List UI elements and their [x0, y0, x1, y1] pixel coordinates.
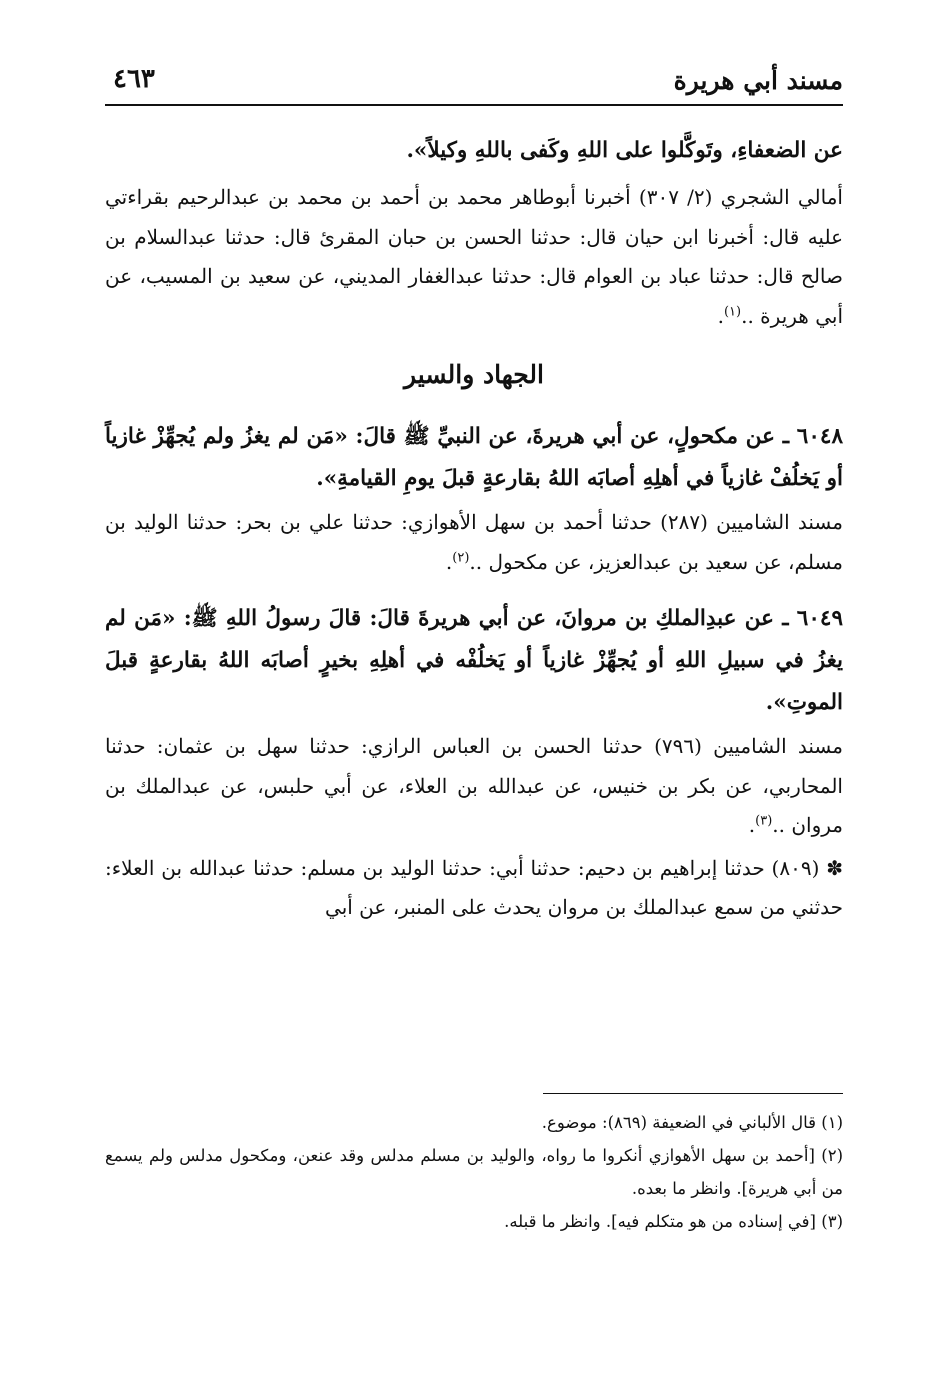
footnote-1: (١) قال الألباني في الضعيفة (٨٦٩): موضوع.	[541, 1113, 843, 1132]
main-text	[105, 130, 843, 928]
header-rule	[105, 104, 843, 106]
hadith-6049: ٦٠٤٩ ـ عن عبدِالملكِ بن مروانَ، عن أبي هريرةَ قالَ: قالَ رسولُ اللهِ ﷺ: «مَن لم يغزُ في سبيلِ اللهِ أو يُجهِّزْ غازياً أو يَخلُفْه في أهلِهِ بخيرٍ أصابَه اللهُ بقارعةٍ قبلَ الموتِ».	[105, 606, 843, 715]
hadith-continuation: عن الضعفاءِ، وتَوكَّلوا على اللهِ وكَفى باللهِ وكيلاً».	[406, 138, 843, 163]
source-citation-2-text: مسند الشامیین (٢٨٧) حدثنا أحمد بن سهل الأهوازي: حدثنا علي بن بحر: حدثنا الوليد بن مسلم، عن سعيد بن عبدالعزيز، عن مكحول ..	[105, 510, 843, 574]
footnote-ref-3: (٣)	[755, 813, 773, 829]
source-citation-3-text: مسند الشامیین (٧٩٦) حدثنا الحسن بن العباس الرازي: حدثنا سهل بن عثمان: حدثنا المحاربي، عن بكر بن خنيس، عن عبدالله بن العلاء، عن أبي حلبس، عن عبدالملك بن مروان ..	[105, 734, 843, 837]
footnote-2: (٢) [أحمد بن سهل الأهوازي أنكروا ما رواه، والوليد بن مسلم مدلس وقد عنعن، ومكحول مدلس ولم يسمع من أبي هريرة]. وانظر ما بعده.	[105, 1146, 843, 1198]
footnote-ref-1: (١)	[723, 303, 742, 319]
source-citation-1: أمالي الشجري (٢/ ٣٠٧) أخبرنا أبوطاهر محمد بن أحمد بن محمد بن عبدالرحيم بقراءتي عليه قال: أخبرنا ابن حيان قال: حدثنا الحسن بن حبان المقرئ قال: حدثنا عبدالسلام بن صالح قال: حدثنا عباد بن العوام قال: حدثنا عبدالغفار المديني، عن سعيد بن المسيب، عن أبي هريرة ..$^{(١)}$.	[105, 185, 843, 328]
footnote-separator	[543, 1093, 843, 1094]
footnotes	[105, 1106, 843, 1238]
starred-narration: ✽ (٨٠٩) حدثنا إبراهيم بن دحيم: حدثنا أبي: حدثنا الوليد بن مسلم: حدثنا عبدالله بن العلاء: حدثني من سمع عبدالملك بن مروان يحدث على المنبر، عن أبي	[105, 855, 843, 919]
section-heading: الجهاد والسير	[404, 360, 544, 389]
footnote-ref-2: (٢)	[452, 549, 470, 565]
hadith-6048: ٦٠٤٨ ـ عن مكحولٍ، عن أبي هريرةَ، عن النبيِّ ﷺ قالَ: «مَن لم يغزُ ولم يُجهِّزْ غازياً أو يَخلُفْ غازياً في أهلِهِ أصابَه اللهُ بقارعةٍ قبلَ يومِ القيامةِ».	[105, 424, 843, 491]
source-citation-2: مسند الشامیین (٢٨٧) حدثنا أحمد بن سهل الأهوازي: حدثنا علي بن بحر: حدثنا الوليد بن مسلم، عن سعيد بن عبدالعزيز، عن مكحول ..$^{(٢)}$.	[105, 510, 843, 574]
footnote-3: (٣) [في إسناده من هو متكلم فيه]. وانظر ما قبله.	[504, 1212, 843, 1231]
source-citation-3: مسند الشامیین (٧٩٦) حدثنا الحسن بن العباس الرازي: حدثنا سهل بن عثمان: حدثنا المحاربي، عن بكر بن خنيس، عن عبدالله بن العلاء، عن أبي حلبس، عن عبدالملك بن مروان ..$^{(٣)}$.	[105, 734, 843, 837]
page-number: ٤٦٣	[113, 64, 155, 94]
running-header	[105, 62, 843, 106]
header-title: مسند أبي هريرة	[673, 66, 843, 95]
source-citation-1-text: أمالي الشجري (٢/ ٣٠٧) أخبرنا أبوطاهر محمد بن أحمد بن محمد بن عبدالرحيم بقراءتي عليه قال: أخبرنا ابن حيان قال: حدثنا الحسن بن حبان المقرئ قال: حدثنا عبدالسلام بن صالح قال: حدثنا عباد بن العوام قال: حدثنا عبدالغفار المديني، عن سعيد بن المسيب، عن أبي هريرة ..	[105, 185, 843, 328]
